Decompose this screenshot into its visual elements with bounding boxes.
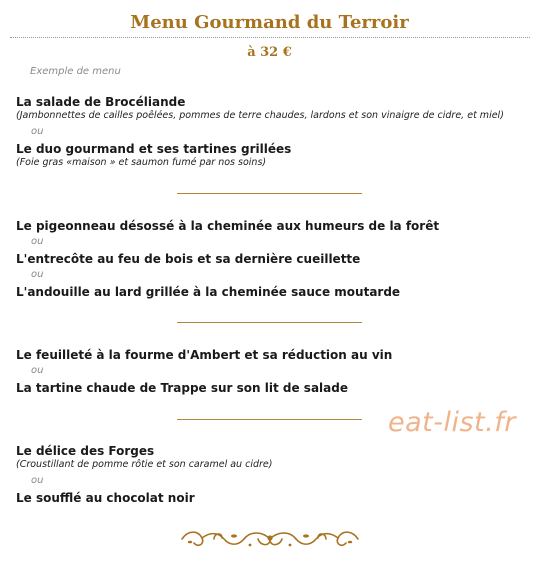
plat-item-2: L'entrecôte au feu de bois et sa dernière cueillette	[16, 252, 361, 266]
or-separator: ou	[31, 126, 44, 137]
or-separator: ou	[31, 475, 44, 486]
floral-scroll-ornament-icon	[178, 526, 362, 552]
menu-price: à 32 €	[247, 45, 292, 60]
plat-item-1: Le pigeonneau désossé à la cheminée aux humeurs de la forêt	[16, 219, 440, 233]
title-dotted-rule	[10, 37, 530, 38]
entree-item-2-description: (Foie gras «maison » et saumon fumé par nos soins)	[16, 157, 267, 168]
or-separator: ou	[31, 365, 44, 376]
fromage-item-2: La tartine chaude de Trappe sur son lit de salade	[16, 381, 348, 395]
course-divider	[177, 419, 362, 420]
course-divider	[177, 193, 362, 194]
or-separator: ou	[31, 269, 44, 280]
or-separator: ou	[31, 236, 44, 247]
dessert-item-1: Le délice des Forges	[16, 444, 155, 458]
course-divider	[177, 322, 362, 323]
dessert-item-2: Le soufflé au chocolat noir	[16, 491, 195, 505]
entree-item-1: La salade de Brocéliande	[16, 95, 186, 109]
dessert-item-1-description: (Croustillant de pomme rôtie et son caramel au cidre)	[16, 459, 273, 470]
entree-item-1-description: (Jambonnettes de cailles poêlées, pommes de terre chaudes, lardons et son vinaigre de cidre, et miel)	[16, 110, 504, 121]
fromage-item-1: Le feuilleté à la fourme d'Ambert et sa réduction au vin	[16, 348, 393, 362]
site-watermark: eat-list.fr	[388, 407, 516, 438]
menu-title: Menu Gourmand du Terroir	[130, 12, 409, 33]
entree-item-2: Le duo gourmand et ses tartines grillées	[16, 142, 292, 156]
sample-note: Exemple de menu	[30, 66, 121, 77]
plat-item-3: L'andouille au lard grillée à la cheminée sauce moutarde	[16, 285, 401, 299]
